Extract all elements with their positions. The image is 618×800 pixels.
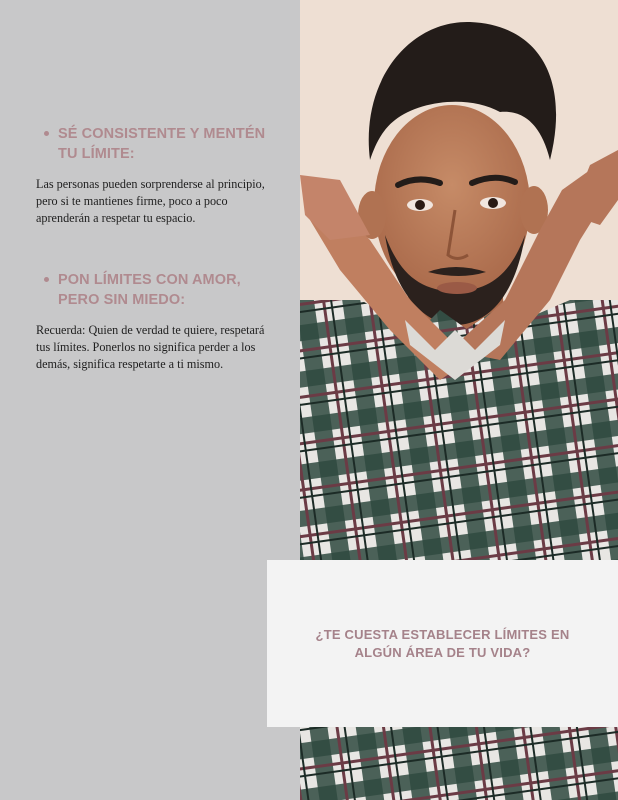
section-heading-text: SÉ CONSISTENTE Y MENTÉN TU LÍMITE: [58, 126, 266, 162]
bullet-icon [44, 277, 49, 282]
section-body: Las personas pueden sorprenderse al principio, pero si te mantienes firme, poco a poco aprenderán a respetar tu espacio. [36, 177, 265, 225]
section-consistency [36, 124, 276, 227]
left-panel [0, 0, 300, 800]
section-love-without-fear [36, 270, 276, 373]
section-body: Recuerda: Quien de verdad te quiere, respetará tus límites. Ponerlos no significa perder a los demás, significa respetarte a ti mismo. [36, 323, 265, 371]
section-heading-text: PON LÍMITES CON AMOR, PERO SIN MIEDO: [58, 272, 241, 308]
bullet-icon [44, 131, 49, 136]
section-heading [36, 270, 276, 310]
callout-question: ¿TE CUESTA ESTABLECER LÍMITES EN ALGÚN ÁREA DE TU VIDA? [315, 626, 570, 660]
callout-box [267, 560, 618, 727]
section-heading [36, 124, 276, 164]
